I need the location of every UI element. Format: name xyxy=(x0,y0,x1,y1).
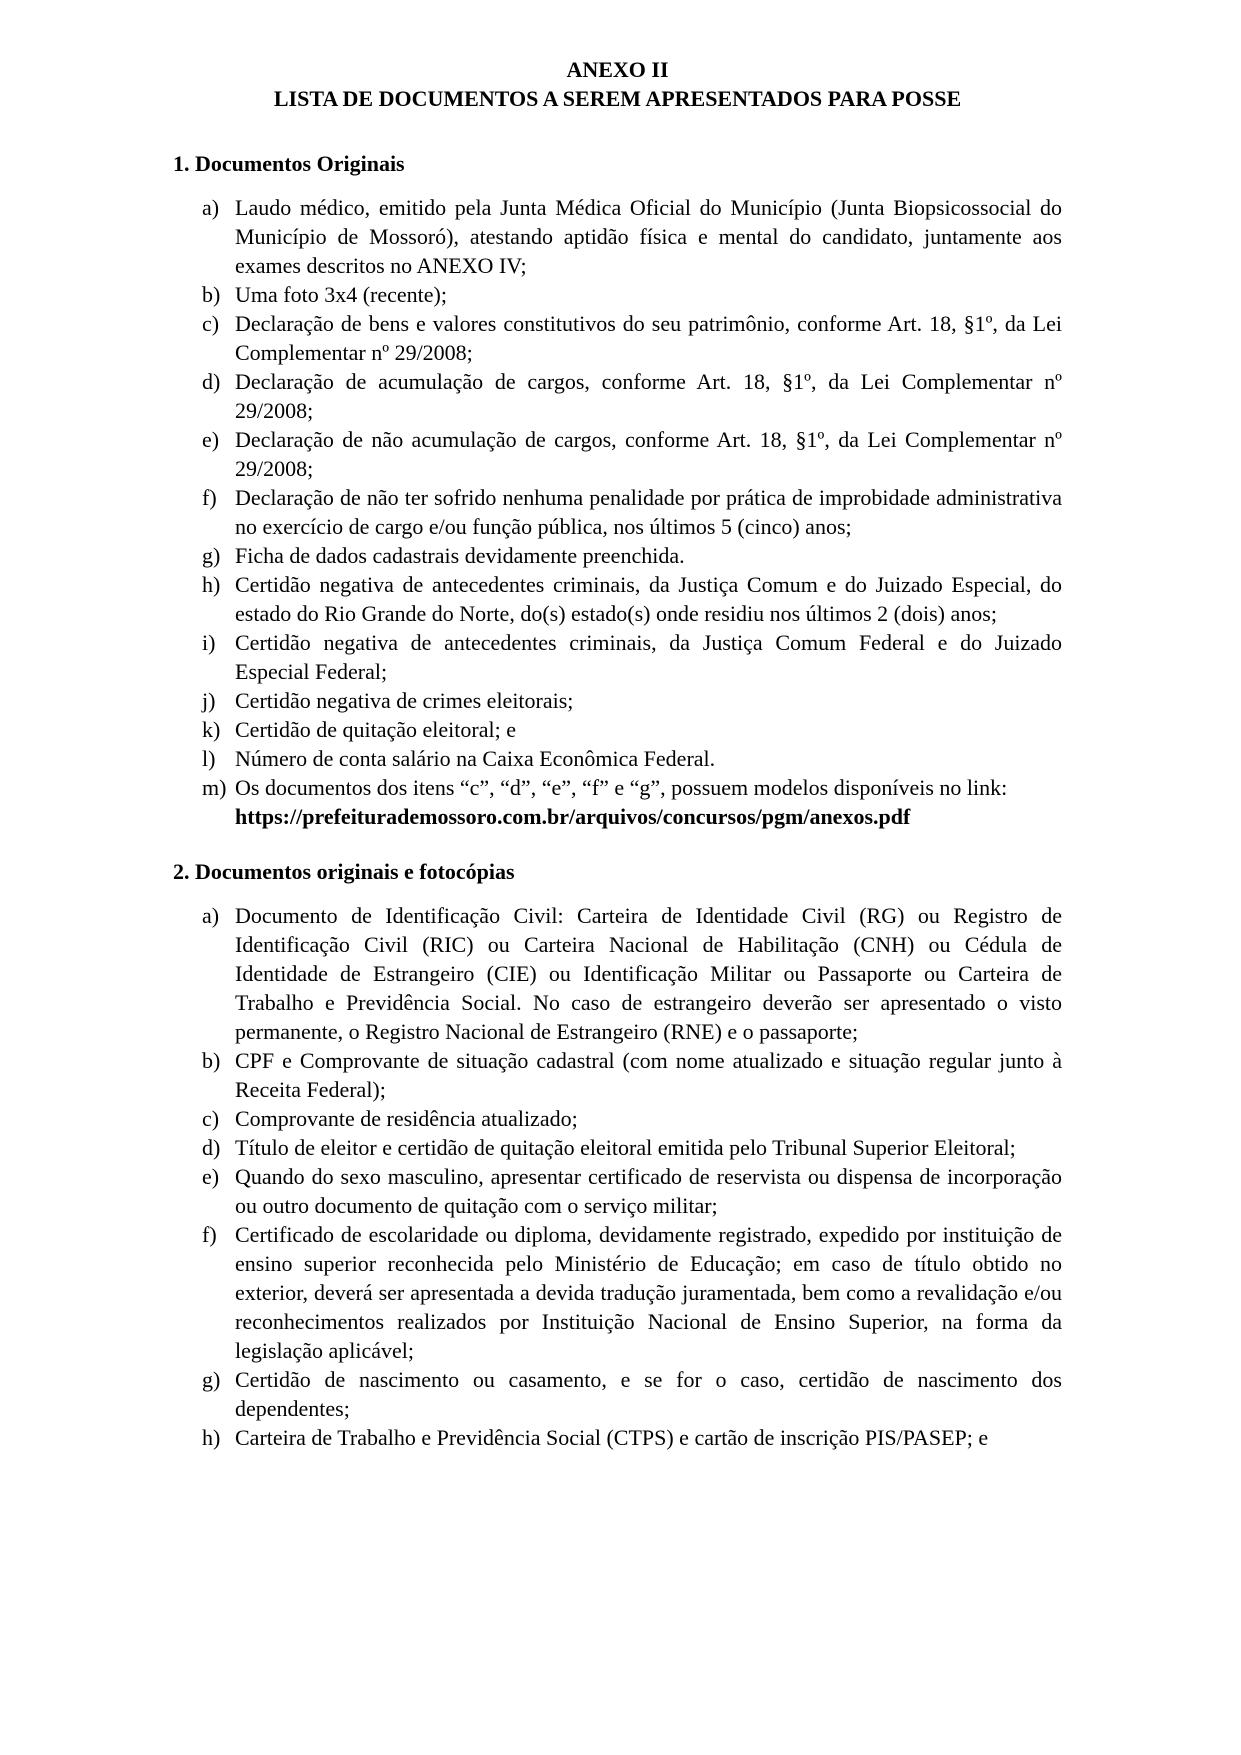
item-letter: m) xyxy=(202,775,227,800)
document-link[interactable]: https://prefeiturademossoro.com.br/arquivos/concursos/pgm/anexos.pdf xyxy=(235,804,911,829)
item-text: Declaração de acumulação de cargos, conforme Art. 18, §1º, da Lei Complementar nº 29/2008; xyxy=(235,369,1062,423)
list-item xyxy=(173,1220,1062,1365)
item-text: Ficha de dados cadastrais devidamente preenchida. xyxy=(235,543,685,568)
item-text: Certidão negativa de antecedentes criminais, da Justiça Comum Federal e do Juizado Especial Federal; xyxy=(235,630,1062,684)
item-text: Número de conta salário na Caixa Econômica Federal. xyxy=(235,746,716,771)
list-item xyxy=(173,193,1062,280)
item-letter: b) xyxy=(202,1048,221,1073)
item-text: Declaração de bens e valores constitutivos do seu patrimônio, conforme Art. 18, §1º, da Lei Complementar nº 29/2008; xyxy=(235,311,1062,365)
item-text: Uma foto 3x4 (recente); xyxy=(235,282,447,307)
list-item xyxy=(173,367,1062,425)
item-text: Título de eleitor e certidão de quitação eleitoral emitida pelo Tribunal Superior Eleitoral; xyxy=(235,1135,1016,1160)
item-letter: j) xyxy=(202,688,216,713)
list-item xyxy=(173,901,1062,1046)
list-item xyxy=(173,686,1062,715)
item-text: Certidão de nascimento ou casamento, e se for o caso, certidão de nascimento dos dependentes; xyxy=(235,1367,1062,1421)
section-2-heading: 2. Documentos originais e fotocópias xyxy=(173,859,515,884)
document-subtitle: LISTA DE DOCUMENTOS A SEREM APRESENTADOS PARA POSSE xyxy=(273,86,962,111)
item-letter: e) xyxy=(202,427,220,452)
section-1-list xyxy=(173,193,1062,831)
section-documentos-originais xyxy=(173,149,1062,831)
list-item xyxy=(173,715,1062,744)
item-text: Quando do sexo masculino, apresentar certificado de reservista ou dispensa de incorporação ou outro documento de quitação com o serviço militar; xyxy=(235,1164,1062,1218)
list-item xyxy=(173,773,1062,831)
list-item xyxy=(173,309,1062,367)
item-letter: c) xyxy=(202,311,220,336)
item-text: Certidão de quitação eleitoral; e xyxy=(235,717,516,742)
item-letter: h) xyxy=(202,1425,221,1450)
item-text: Certidão negativa de crimes eleitorais; xyxy=(235,688,574,713)
item-text: Certificado de escolaridade ou diploma, devidamente registrado, expedido por instituição de ensino superior reconhecida pelo Ministério de Educação; em caso de título obtido no exterior, deverá ser apresentada a devida tradução juramentada, bem como a revalidação e/ou reconhecimentos realizados por Instituição Nacional de Ensino Superior, na forma da legislação aplicável; xyxy=(235,1222,1062,1363)
item-text: Comprovante de residência atualizado; xyxy=(235,1106,578,1131)
item-text: Documento de Identificação Civil: Carteira de Identidade Civil (RG) ou Registro de Identificação Civil (RIC) ou Carteira Nacional de Habilitação (CNH) ou Cédula de Identidade de Estrangeiro (CIE) ou Identificação Militar ou Passaporte ou Carteira de Trabalho e Previdência Social. No caso de estrangeiro deverão ser apresentado o visto permanente, o Registro Nacional de Estrangeiro (RNE) e o passaporte; xyxy=(235,903,1062,1044)
item-letter: f) xyxy=(202,485,217,510)
item-letter: k) xyxy=(202,717,221,742)
list-item xyxy=(173,1046,1062,1104)
item-text: Declaração de não ter sofrido nenhuma penalidade por prática de improbidade administrativa no exercício de cargo e/ou função pública, nos últimos 5 (cinco) anos; xyxy=(235,485,1062,539)
section-2-list xyxy=(173,901,1062,1452)
item-text: Laudo médico, emitido pela Junta Médica Oficial do Município (Junta Biopsicossocial do Município de Mossoró), atestando aptidão física e mental do candidato, juntamente aos exames descritos no ANEXO IV; xyxy=(235,195,1062,278)
list-item xyxy=(173,541,1062,570)
list-item xyxy=(173,425,1062,483)
list-item xyxy=(173,1104,1062,1133)
item-letter: b) xyxy=(202,282,221,307)
item-letter: f) xyxy=(202,1222,217,1247)
item-text: Certidão negativa de antecedentes criminais, da Justiça Comum e do Juizado Especial, do estado do Rio Grande do Norte, do(s) estado(s) onde residiu nos últimos 2 (dois) anos; xyxy=(235,572,1062,626)
list-item xyxy=(173,280,1062,309)
item-letter: g) xyxy=(202,543,221,568)
item-letter: a) xyxy=(202,195,220,220)
list-item xyxy=(173,1365,1062,1423)
item-text: Declaração de não acumulação de cargos, conforme Art. 18, §1º, da Lei Complementar nº 29/2008; xyxy=(235,427,1062,481)
item-letter: h) xyxy=(202,572,221,597)
item-letter: e) xyxy=(202,1164,220,1189)
section-documentos-originais-e-fotocopias xyxy=(173,857,1062,1452)
list-item xyxy=(173,570,1062,628)
item-letter: i) xyxy=(202,630,216,655)
item-letter: l) xyxy=(202,746,216,771)
item-letter: d) xyxy=(202,1135,221,1160)
title-block xyxy=(173,55,1062,113)
item-text: CPF e Comprovante de situação cadastral (com nome atualizado e situação regular junto à Receita Federal); xyxy=(235,1048,1062,1102)
section-1-heading: 1. Documentos Originais xyxy=(173,151,405,176)
item-text: Carteira de Trabalho e Previdência Social (CTPS) e cartão de inscrição PIS/PASEP; e xyxy=(235,1425,989,1450)
list-item xyxy=(173,744,1062,773)
list-item xyxy=(173,1423,1062,1452)
list-item xyxy=(173,1133,1062,1162)
list-item xyxy=(173,1162,1062,1220)
list-item xyxy=(173,483,1062,541)
item-text: Os documentos dos itens “c”, “d”, “e”, “f” e “g”, possuem modelos disponíveis no link: xyxy=(235,775,1008,800)
document-title: ANEXO II xyxy=(566,57,669,82)
item-letter: c) xyxy=(202,1106,220,1131)
item-letter: d) xyxy=(202,369,221,394)
item-letter: g) xyxy=(202,1367,221,1392)
list-item xyxy=(173,628,1062,686)
item-letter: a) xyxy=(202,903,220,928)
